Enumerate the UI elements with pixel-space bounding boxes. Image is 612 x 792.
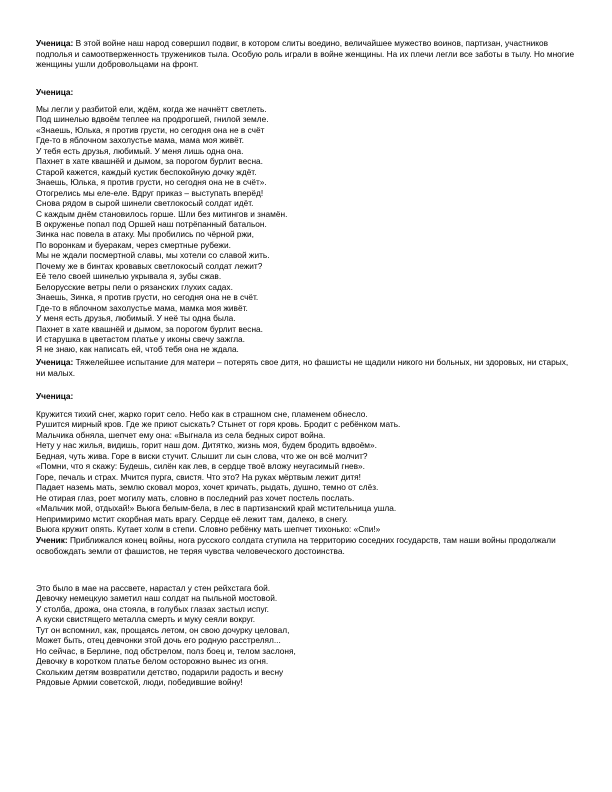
poem-line: Пахнет в хате квашнёй и дымом, за порогом бурлит весна. — [36, 323, 263, 334]
poem-line: Отогрелись мы еле-еле. Вдруг приказ – выступать вперёд! — [36, 187, 264, 198]
poem-line: Девочку немецкую заметил наш солдат на пыльной мостовой. — [36, 593, 278, 604]
poem-line: Где-то в яблочном захолустье мама, мама моя живёт. — [36, 135, 244, 146]
poem-line: В окруженье попал под Оршей наш потрёпанный батальон. — [36, 218, 267, 229]
speaker-label: Ученик: — [36, 535, 68, 545]
paragraph-text: Приближался конец войны, нога русского солдата ступила на территорию соседних государств, там наши войны продолжали освобождать земли от фашистов, не теряя чувства человеческого достоинства. — [36, 535, 556, 556]
paragraph-text: В этой войне наш народ совершил подвиг, в котором слиты воедино, величайшее мужество воинов, партизан, участников подполья и самоотверженность тружеников тыла. Особую роль играли в войне женщины. На их плечи легли все заботы в тылу. Но многие женщины ушли добровольцами на фронт. — [36, 38, 575, 69]
speaker-heading: Ученица: — [36, 391, 74, 401]
poem-line: Зинка нас повела в атаку. Мы пробились по чёрной ржи, — [36, 229, 254, 240]
poem-line: Но сейчас, в Берлине, под обстрелом, полз боец и, телом заслоня, — [36, 645, 296, 656]
poem-line: Не отирая глаз, роет могилу мать, словно в последний раз хочет постель послать. — [36, 492, 355, 503]
poem-line: Я не знаю, как написать ей, чтоб тебя она не ждала. — [36, 344, 239, 355]
poem-line: Мальчика обняла, шепчет ему она: «Выгнала из села бедных сирот война. — [36, 429, 326, 440]
poem-line: «Мальчик мой, отдыхай!» Вьюга белым-бела, в лес в партизанский край мстительница ушла. — [36, 503, 397, 514]
poem-line: Девочку в коротком платье белом осторожно вынес из огня. — [36, 656, 269, 667]
poem-line: Горе, печаль и страх. Мчится пурга, свистя. Что это? На руках мёртвым лежит дитя! — [36, 471, 361, 482]
poem-first — [36, 104, 578, 355]
poem-line: Мы не ждали посмертной славы, мы хотели со славой жить. — [36, 250, 270, 261]
poem-line: У тебя есть друзья, любимый. У меня лишь одна она. — [36, 145, 244, 156]
poem-line: Вьюга кружит опять. Кутает холм в степи. Словно ребёнку мать шепчет тихонько: «Спи!» — [36, 523, 381, 534]
mother-paragraph — [36, 357, 578, 378]
poem-line: Падает наземь мать, землю сковал мороз, хочет кричать, рыдать, душно, темно от слёз. — [36, 482, 379, 493]
poem-line: Нету у нас жилья, видишь, горит наш дом. Дитятко, жизнь моя, будем бродить вдвоём». — [36, 440, 377, 451]
poem-line: Белорусские ветры пели о рязанских глухих садах. — [36, 281, 233, 292]
poem-line: Снова рядом в сырой шинели светлокосый солдат идёт. — [36, 198, 254, 209]
soldier-paragraph — [36, 535, 578, 556]
poem-line: Пахнет в хате квашнёй и дымом, за порогом бурлит весна. — [36, 156, 263, 167]
poem-third — [36, 583, 578, 688]
speaker-heading: Ученица: — [36, 87, 74, 97]
poem-line: Кружится тихий снег, жарко горит село. Небо как в страшном сне, пламенем обнесло. — [36, 409, 368, 419]
poem-line: «Знаешь, Юлька, я против грусти, но сегодня она не в счёт — [36, 124, 265, 135]
paragraph-text: Тяжелейшее испытание для матери – потерять свое дитя, но фашисты не щадили никого ни больных, ни здоровых, ни старых, ни малых. — [36, 357, 569, 378]
poem-line: С каждым днём становилось горше. Шли без митингов и знамён. — [36, 208, 288, 219]
poem-line: «Помни, что я скажу: Будешь, силён как лев, в сердце твоё вложу неугасимый гнев». — [36, 461, 365, 472]
poem-second — [36, 409, 578, 534]
poem-line: Бедная, чуть жива. Горе в виски стучит. Слышит ли сын слова, что же он всё молчит? — [36, 450, 368, 461]
poem-line: У столба, дрожа, она стояла, в голубых глазах застыл испуг. — [36, 603, 269, 614]
poem-line: А куски свистящего металла смерть и муку сеяли вокруг. — [36, 614, 256, 625]
poem-line: Мы легли у разбитой ели, ждём, когда же начнётт светлеть. — [36, 104, 267, 114]
poem-line: Старой кажется, каждый кустик беспокойную дочку ждёт. — [36, 166, 257, 177]
poem-line: Скольким детям возвратили детство, подарили радость и весну — [36, 666, 284, 677]
poem-line: Это было в мае на рассвете, нарастал у стен рейхстага бой. — [36, 583, 271, 593]
poem-line: Знаешь, Юлька, я против грусти, но сегодня она не в счёт». — [36, 177, 267, 188]
poem-line: Непримиримо мстит скорбная мать врагу. Сердце её лежит там, далеко, в снегу. — [36, 513, 348, 524]
poem-line: И старушка в цветастом платье у иконы свечу зажгла. — [36, 333, 245, 344]
poem-line: Рушится мирный кров. Где же приют сыскать? Стынет от горя кровь. Бродит с ребёнком мать. — [36, 419, 401, 430]
speaker-label: Ученица: — [36, 357, 74, 367]
poem-line: Её тело своей шинелью укрывала я, зубы сжав. — [36, 271, 222, 282]
intro-paragraph — [36, 38, 578, 70]
poem-line: Почему же в бинтах кровавых светлокосый солдат лежит? — [36, 260, 263, 271]
poem-line: Может быть, отец девчонки этой дочь его родную расстрелял... — [36, 635, 281, 646]
poem-line: Рядовые Армии советской, люди, победившие войну! — [36, 677, 243, 688]
poem-line: Тут он вспомнил, как, прощаясь летом, он свою дочурку целовал, — [36, 624, 290, 635]
poem-line: Знаешь, Зинка, я против грусти, но сегодня она не в счёт. — [36, 292, 259, 303]
speaker-label: Ученица: — [36, 38, 74, 48]
poem-line: Где-то в яблочном захолустье мама, мамка моя живёт. — [36, 302, 248, 313]
poem-line: По воронкам и буеракам, через смертные рубежи. — [36, 239, 231, 250]
poem-line: Под шинелью вдвоём теплее на продрогшей, гнилой земле. — [36, 114, 269, 125]
poem-line: У меня есть друзья, любимый. У неё ты одна была. — [36, 313, 236, 324]
